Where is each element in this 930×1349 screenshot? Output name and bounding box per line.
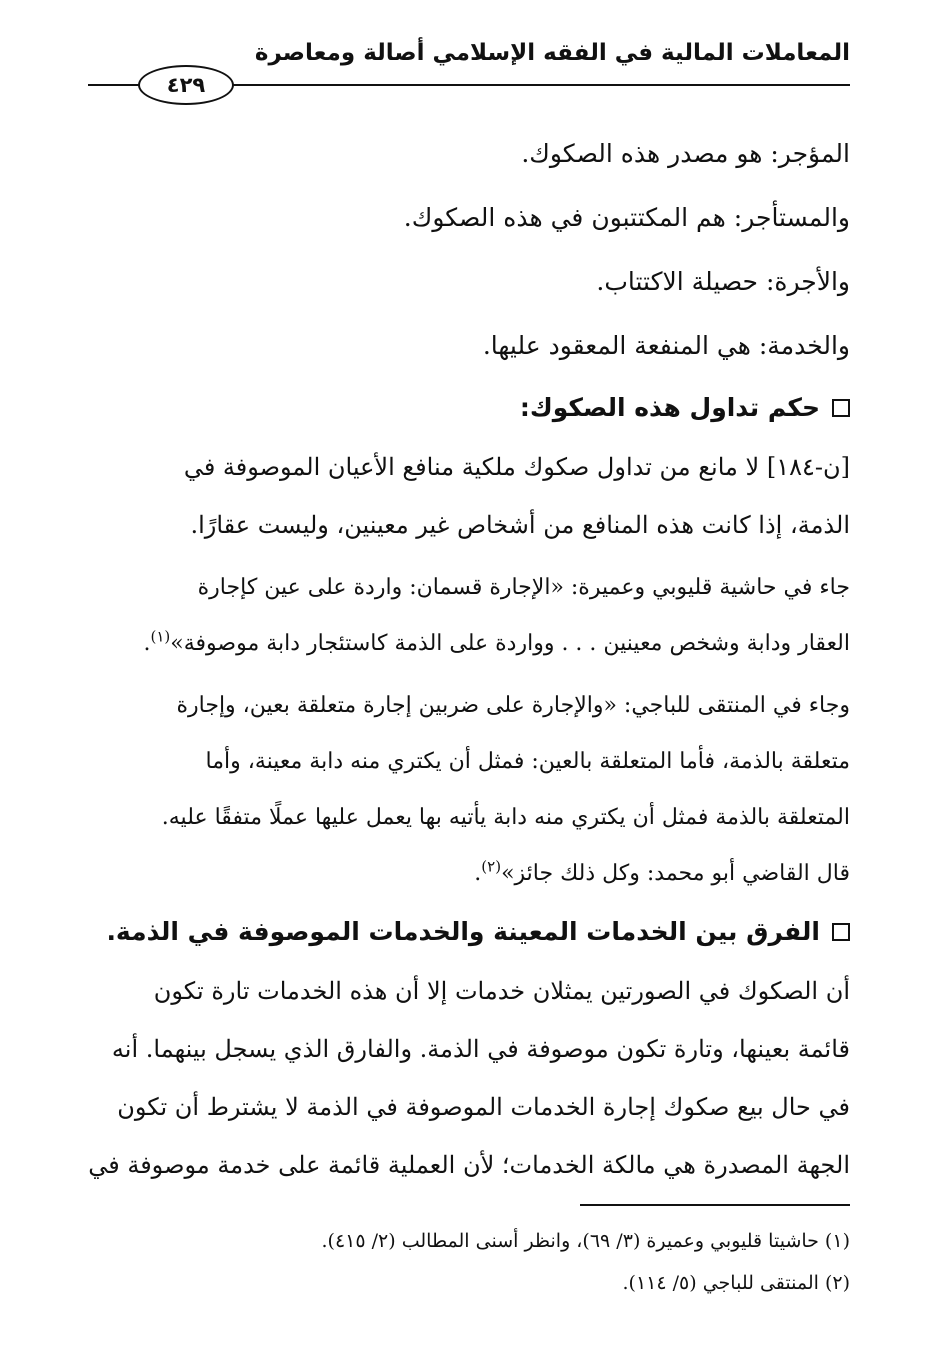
paragraph-line: في حال بيع صكوك إجارة الخدمات الموصوفة في الذمة لا يشترط أن تكون xyxy=(117,1093,850,1121)
paragraph-line: متعلقة بالذمة، فأما المتعلقة بالعين: فمثل أن يكتري منه دابة معينة، وأما xyxy=(205,749,850,774)
paragraph-line: الذمة، إذا كانت هذه المنافع من أشخاص غير معينين، وليست عقارًا. xyxy=(190,511,850,539)
definition-service: والخدمة: هي المنفعة المعقود عليها. xyxy=(482,331,850,360)
section-heading-trading-ruling xyxy=(88,388,850,428)
paragraph-line xyxy=(88,846,850,902)
paragraph-line: جاء في حاشية قليوبي وعميرة: «الإجارة قسمان: واردة على عين كإجارة xyxy=(197,575,850,600)
footnote-2: (٢) المنتقى للباجي (٥/ ١١٤). xyxy=(622,1272,850,1294)
sentence-end: . xyxy=(143,631,151,656)
paragraph-trading-ruling xyxy=(88,438,850,554)
definition-lessee: والمستأجر: هم المكتتبون في هذه الصكوك. xyxy=(403,203,850,232)
paragraph-baji-quote xyxy=(88,678,850,902)
paragraph-line: قائمة بعينها، وتارة تكون موصوفة في الذمة. والفارق الذي يسجل بينهما. أنه xyxy=(111,1035,850,1063)
paragraph-line: [ن-١٨٤] لا مانع من تداول صكوك ملكية منافع الأعيان الموصوفة في xyxy=(183,453,850,481)
paragraph-line: أن الصكوك في الصورتين يمثلان خدمات إلا أن هذه الخدمات تارة تكون xyxy=(153,977,850,1005)
quote-text: العقار ودابة وشخص معينين . . . وواردة على الذمة كاستئجار دابة موصوفة» xyxy=(170,631,850,656)
page-number-badge: ٤٢٩ xyxy=(138,65,234,105)
quote-text: قال القاضي أبو محمد: وكل ذلك جائز» xyxy=(501,861,850,886)
footnote-ref-1: (١) xyxy=(150,627,171,646)
paragraph-line xyxy=(88,616,850,672)
checkbox-square-icon xyxy=(832,923,850,941)
paragraph-difference xyxy=(88,962,850,1194)
running-title: المعاملات المالية في الفقه الإسلامي أصالة ومعاصرة xyxy=(254,40,850,66)
footnote-1: (١) حاشيتا قليوبي وعميرة (٣/ ٦٩)، وانظر أسنى المطالب (٢/ ٤١٥). xyxy=(321,1230,850,1252)
paragraph-line: الجهة المصدرة هي مالكة الخدمات؛ لأن العملية قائمة على خدمة موصوفة في xyxy=(88,1151,850,1179)
footnote-ref-2: (٢) xyxy=(481,857,502,876)
paragraph-line: المتعلقة بالذمة فمثل أن يكتري منه دابة يأتيه بها يعمل عليها عملًا متفقًا عليه. xyxy=(161,805,850,830)
section-heading-text: الفرق بين الخدمات المعينة والخدمات الموصوفة في الذمة. xyxy=(106,917,820,946)
definition-rent: والأجرة: حصيلة الاكتتاب. xyxy=(596,267,850,296)
sentence-end: . xyxy=(474,861,482,886)
footnote-rule xyxy=(580,1204,850,1206)
section-heading-difference xyxy=(88,912,850,952)
definition-lessor: المؤجر: هو مصدر هذه الصكوك. xyxy=(521,139,850,168)
footnotes xyxy=(88,1220,850,1304)
paragraph-line: وجاء في المنتقى للباجي: «والإجارة على ضربين إجارة متعلقة بعين، وإجارة xyxy=(176,693,850,718)
section-heading-text: حكم تداول هذه الصكوك: xyxy=(519,393,820,422)
paragraph-qalyubi-quote xyxy=(88,560,850,672)
page-body xyxy=(88,122,850,1200)
checkbox-square-icon xyxy=(832,399,850,417)
